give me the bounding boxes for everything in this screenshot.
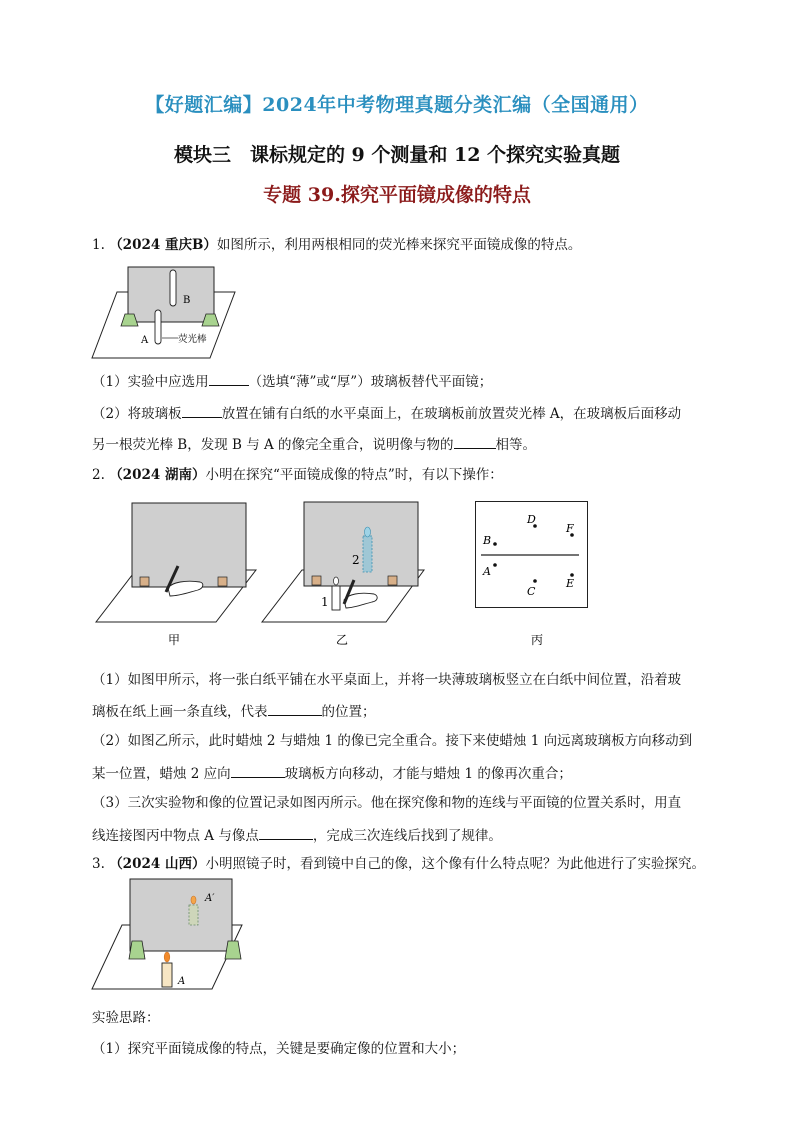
answer-blank[interactable] [209,371,249,386]
caption-a: 甲 [168,633,181,647]
object-flame [164,952,170,962]
q2-part3-line2: 线连接图丙中物点 A 与像点 ，完成三次连线后找到了规律。 [92,825,502,845]
q2-figure-b [262,500,427,650]
topic-title: 专题 39.探究平面镜成像的特点 [263,184,531,206]
left-stand [129,941,145,959]
right-block [388,576,397,585]
q2-stem-line [92,466,503,484]
q2-part3-line1: （3）三次实验物和像的位置记录如图丙所示。他在探究像和物的连线与平面镜的位置关系时，用直 [92,795,682,811]
answer-blank[interactable] [454,434,496,449]
question-source: （2024 湖南） [109,467,206,483]
q2-figure-a [96,500,256,650]
q2-part2-line2: 某一位置，蜡烛 2 应向 玻璃板方向移动，才能与蜡烛 1 的像再次重合； [92,763,572,783]
q2-part1-line1: （1）如图甲所示，将一张白纸平铺在水平桌面上，并将一块薄玻璃板竖立在白纸中间位置，沿着玻 [92,672,682,688]
question-stem: 小明照镜子时，看到镜中自己的像，这个像有什么特点呢？为此他进行了实验探究。 [205,856,705,872]
left-block [140,577,149,586]
right-block [218,577,227,586]
question-source: （2024 重庆B） [109,237,217,253]
q1-part2-line1: （2）将玻璃板 放置在铺有白纸的水平桌面上，在玻璃板前放置荧光棒 A，在玻璃板后面移动 [92,403,681,423]
point-B [493,542,497,546]
q1-stem-line [92,236,581,254]
q1-figure [92,262,242,362]
caption-c: 丙 [531,633,544,647]
q2-figure-c [475,501,589,651]
answer-blank[interactable] [268,701,322,716]
label-F: F [566,522,574,535]
q3-stem-line [92,855,705,873]
object-candle [162,963,172,987]
candle-2-flame [365,527,371,537]
glass-plate [304,502,418,586]
candle-1 [332,586,340,610]
right-stand [225,941,241,959]
label-E: E [566,577,575,590]
label-B: B [183,295,191,306]
label-A: A [141,335,149,346]
q3-idea-label: 实验思路： [92,1010,160,1026]
caption-b: 乙 [336,633,349,647]
question-stem: 如图所示，利用两根相同的荧光棒来探究平面镜成像的特点。 [216,237,582,253]
candle-1-flame [334,577,339,585]
label-candle-1: 1 [321,595,329,609]
question-stem: 小明在探究“平面镜成像的特点”时，有以下操作： [205,467,503,483]
label-candle-2: 2 [352,553,360,567]
q3-part1: （1）探究平面镜成像的特点，关键是要确定像的位置和大小； [92,1041,466,1057]
rod-A [155,310,161,344]
label-A: A [178,976,186,987]
question-source: （2024 山西） [109,856,206,872]
q1-part2-line2: 另一根荧光棒 B，发现 B 与 A 的像完全重合，说明像与物的 相等。 [92,434,536,454]
question-number: 1. [92,237,105,253]
answer-blank[interactable] [182,403,222,418]
answer-blank[interactable] [231,763,285,778]
label-C: C [527,585,536,598]
point-A [493,563,497,567]
rod-B [170,270,176,306]
series-title: 【好题汇编】2024年中考物理真题分类汇编（全国通用） [145,94,649,116]
q3-figure [92,877,242,997]
glass-plate [130,879,232,951]
q2-part1-line2: 璃板在纸上画一条直线，代表 的位置； [92,701,376,721]
label-rod: 荧光棒 [178,334,207,345]
left-block [312,576,321,585]
question-number: 2. [92,467,105,483]
question-number: 3. [92,856,105,872]
point-C [533,579,537,583]
module-title: 模块三 课标规定的 9 个测量和 12 个探究实验真题 [173,144,621,166]
glass-plate [132,503,246,587]
label-A: A [483,565,491,578]
label-A-prime: A′ [205,893,215,904]
q1-part1: （1）实验中应选用 （选填“薄”或“厚”）玻璃板替代平面镜； [92,371,492,391]
label-B: B [483,534,492,547]
candle-2 [363,536,372,572]
image-candle [189,905,198,925]
label-D: D [527,513,536,526]
q2-part2-line1: （2）如图乙所示，此时蜡烛 2 与蜡烛 1 的像已完全重合。接下来使蜡烛 1 向远离玻璃板方向移动到 [92,733,693,749]
answer-blank[interactable] [259,825,313,840]
image-flame [191,896,196,904]
